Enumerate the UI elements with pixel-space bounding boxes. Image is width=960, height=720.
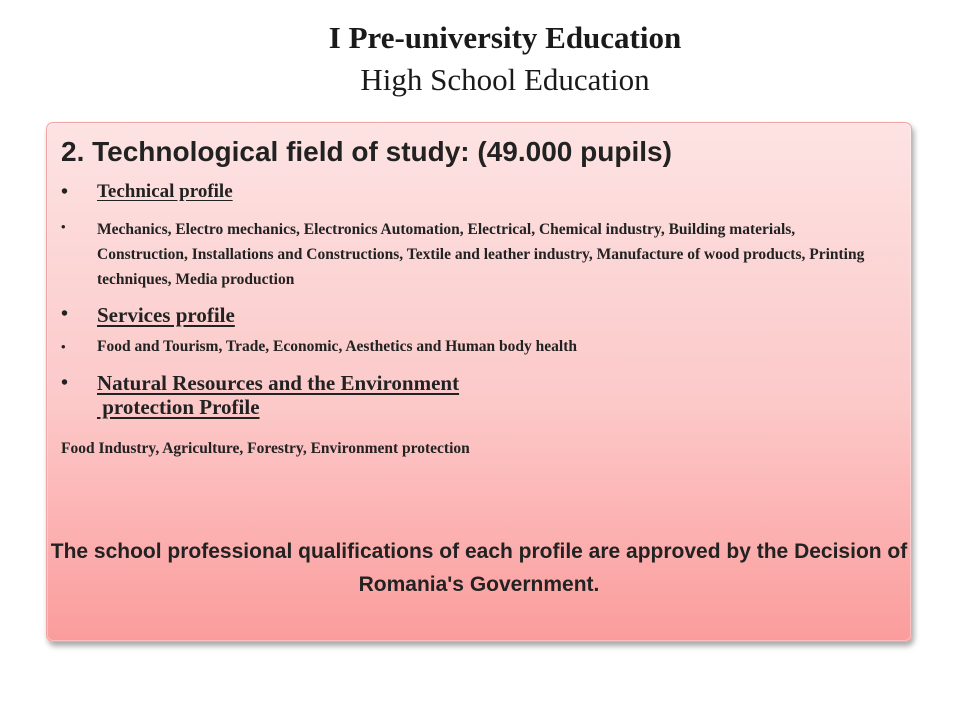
title-subtitle: High School Education: [360, 62, 650, 97]
technical-profile-detail: Mechanics, Electro mechanics, Electronics Automation, Electrical, Chemical industry, Building materials, Construction, Installations and Constructions, Textile and leather industry, Manufacture of wood products, Printing techniques, Media production: [97, 221, 865, 288]
natural-profile-item: [61, 371, 459, 419]
bullet-icon: •: [61, 339, 66, 354]
services-profile-item: [61, 303, 235, 327]
bullet-icon: •: [61, 303, 69, 325]
content-box: [46, 122, 912, 642]
approval-note: The school professional qualifications of each profile are approved by the Decision of Romania's Government.: [50, 540, 908, 596]
bullet-icon: •: [61, 372, 69, 394]
title-main: I Pre-university Education: [328, 20, 682, 55]
bullet-icon: •: [61, 181, 69, 203]
natural-profile-detail: Food Industry, Agriculture, Forestry, Environment protection: [61, 440, 470, 457]
services-profile-detail-item: [61, 337, 877, 357]
slide-title: [0, 14, 960, 98]
bullet-icon: •: [61, 219, 66, 234]
natural-profile-title-line2: protection Profile: [97, 395, 260, 419]
natural-profile-title: [97, 371, 459, 419]
technical-profile-item: [61, 181, 233, 203]
technical-profile-title: Technical profile: [97, 181, 233, 202]
services-profile-title: Services profile: [97, 303, 235, 327]
technical-profile-detail-item: [61, 217, 877, 292]
section-heading: 2. Technological field of study: (49.000 pupils): [61, 136, 672, 167]
services-profile-detail: Food and Tourism, Trade, Economic, Aesthetics and Human body health: [97, 338, 578, 355]
natural-profile-title-line1: Natural Resources and the Environment: [97, 371, 460, 395]
